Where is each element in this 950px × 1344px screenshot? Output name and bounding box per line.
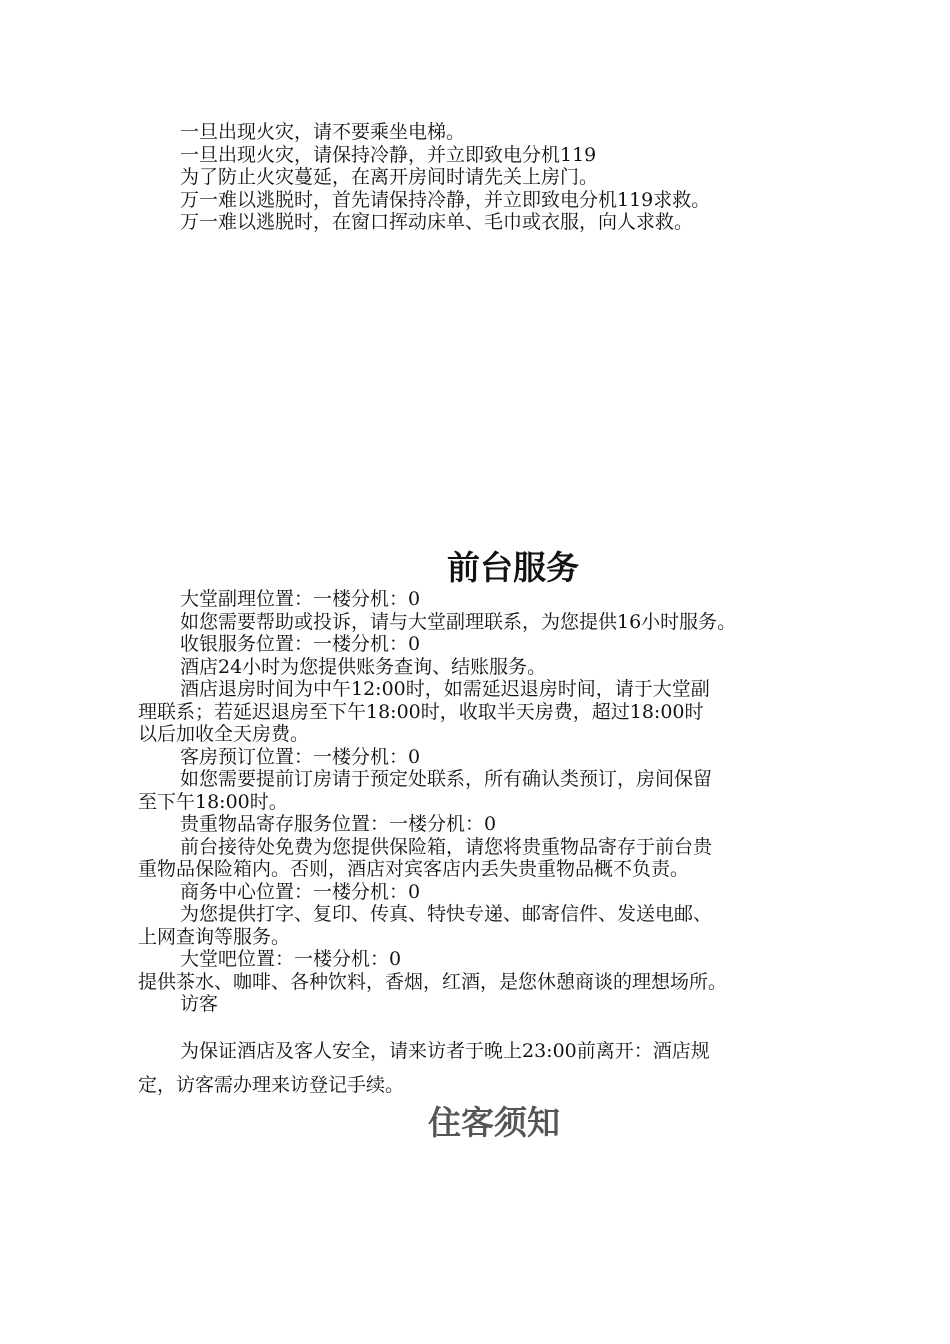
business-center-desc-2: 上网查询等服务。 (138, 925, 291, 948)
lobby-bar-desc: 提供茶水、咖啡、各种饮料，香烟，红酒，是您休憩商谈的理想场所。 (138, 970, 728, 993)
guest-notice-title: 住客须知 (428, 1103, 560, 1142)
reservation-location: 客房预订位置：一楼分机：0 (180, 745, 421, 768)
visitor-line-2: 定，访客需办理来访登记手续。 (138, 1074, 405, 1096)
fire-line-3: 为了防止火灾蔓延，在离开房间时请先关上房门。 (180, 166, 599, 188)
lobby-manager-desc: 如您需要帮助或投诉，请与大堂副理联系，为您提供16小时服务。 (180, 610, 737, 633)
fire-safety-section (138, 121, 828, 234)
business-center-desc-1: 为您提供打字、复印、传真、特快专递、邮寄信件、发送电邮、 (180, 903, 713, 925)
checkout-desc-2: 理联系；若延迟退房至下午18:00时，收取半天房费，超过18:00时 (138, 700, 704, 723)
fire-line-4: 万一难以逃脱时，首先请保持冷静，并立即致电分机119求救。 (180, 188, 711, 211)
front-desk-section (138, 588, 828, 1016)
fire-line-5: 万一难以逃脱时，在窗口挥动床单、毛巾或衣服，向人求救。 (180, 211, 694, 233)
valuables-desc-1: 前台接待处免费为您提供保险箱，请您将贵重物品寄存于前台贵 (180, 835, 713, 858)
front-desk-title: 前台服务 (447, 548, 579, 587)
cashier-location: 收银服务位置：一楼分机：0 (180, 633, 421, 655)
lobby-manager-location: 大堂副理位置：一楼分机：0 (180, 588, 421, 610)
reservation-desc-1: 如您需要提前订房请于预定处联系，所有确认类预订，房间保留 (180, 768, 713, 790)
checkout-desc-3: 以后加收全天房费。 (138, 723, 310, 745)
cashier-desc: 酒店24小时为您提供账务查询、结账服务。 (180, 655, 547, 678)
lobby-bar-location: 大堂吧位置：一楼分机：0 (180, 948, 402, 970)
fire-line-1: 一旦出现火灾，请不要乘坐电梯。 (180, 121, 466, 143)
valuables-location: 贵重物品寄存服务位置：一楼分机：0 (180, 813, 497, 835)
visitor-heading: 访客 (180, 993, 219, 1015)
checkout-desc-1: 酒店退房时间为中午12:00时，如需延迟退房时间，请于大堂副 (180, 678, 710, 700)
business-center-location: 商务中心位置：一楼分机：0 (180, 880, 421, 903)
reservation-desc-2: 至下午18:00时。 (138, 790, 288, 813)
visitor-section (138, 1034, 828, 1102)
valuables-desc-2: 重物品保险箱内。否则，酒店对宾客店内丢失贵重物品概不负责。 (138, 858, 690, 880)
visitor-line-1: 为保证酒店及客人安全，请来访者于晚上23:00前离开：酒店规 (180, 1040, 710, 1062)
fire-line-2: 一旦出现火灾，请保持冷静，并立即致电分机119 (180, 143, 597, 166)
